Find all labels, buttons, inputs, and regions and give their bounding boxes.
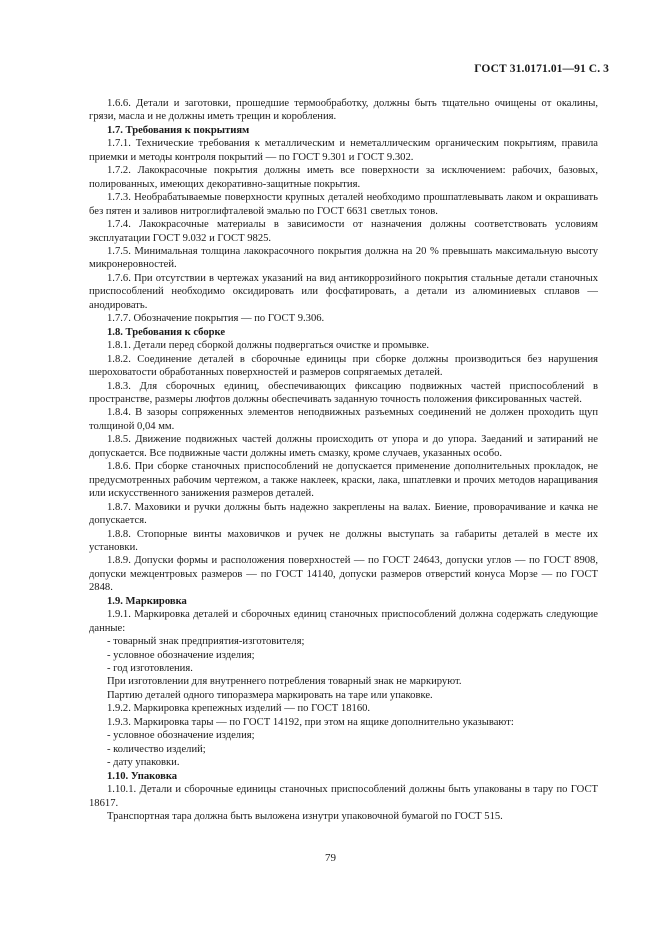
list-item: - количество изделий; — [107, 743, 206, 755]
paragraph: 1.8.6. При сборке станочных приспособлений не допускается применение дополнительных прокладок, не предусмотренных рабочим чертежом, а также наклеек, краски, лака, шпатлевки и прочих методов наращивания или искусственного занижения размеров деталей. — [89, 461, 598, 500]
paragraph: 1.7.4. Лакокрасочные материалы в зависимости от назначения должны соответствовать условиям эксплуатации ГОСТ 9.032 и ГОСТ 9825. — [89, 219, 598, 244]
list-item: - условное обозначение изделия; — [107, 730, 255, 742]
paragraph: 1.8.3. Для сборочных единиц, обеспечивающих фиксацию подвижных частей приспособлений в пространстве, размеры люфтов должны обеспечивать заданную точность положения фиксированных частей. — [89, 380, 598, 405]
section-heading: 1.9. Маркировка — [107, 595, 187, 607]
paragraph: 1.8.8. Стопорные винты маховичков и ручек не должны выступать за габариты деталей в месте их установки. — [89, 528, 598, 553]
paragraph: 1.8.1. Детали перед сборкой должны подвергаться очистке и промывке. — [107, 340, 430, 352]
paragraph: Транспортная тара должна быть выложена изнутри упаковочной бумагой по ГОСТ 515. — [107, 811, 503, 823]
document-header: ГОСТ 31.0171.01—91 С. 3 — [474, 63, 609, 75]
paragraph: 1.8.4. В зазоры сопряженных элементов неподвижных разъемных соединений не должен проходить щуп толщиной 0,04 мм. — [89, 407, 598, 432]
paragraph: 1.7.1. Технические требования к металлическим и неметаллическим органическим покрытиям, правила приемки и методы контроля покрытий — по ГОСТ 9.301 и ГОСТ 9.302. — [89, 138, 598, 163]
paragraph: 1.8.9. Допуски формы и расположения поверхностей — по ГОСТ 24643, допуски углов — по ГОСТ 8908, допуски межцентровых размеров — по ГОСТ 14140, допуски размеров отверстий конуса Морзе — по ГОСТ 2848. — [89, 555, 598, 594]
page-number: 79 — [325, 852, 336, 864]
list-item: - год изготовления. — [107, 663, 193, 675]
section-heading: 1.8. Требования к сборке — [107, 326, 226, 338]
list-item: - товарный знак предприятия-изготовителя; — [107, 636, 305, 648]
paragraph: 1.7.6. При отсутствии в чертежах указаний на вид антикоррозийного покрытия стальные детали станочных приспособлений необходимо оксидировать или фосфатировать, а детали из алюминиевых сплавов — анодировать. — [89, 272, 598, 311]
paragraph: 1.10.1. Детали и сборочные единицы станочных приспособлений должны быть упакованы в тару по ГОСТ 18617. — [89, 784, 598, 809]
section-heading: 1.7. Требования к покрытиям — [107, 124, 250, 136]
paragraph: 1.7.7. Обозначение покрытия — по ГОСТ 9.306. — [107, 313, 325, 325]
paragraph: 1.7.2. Лакокрасочные покрытия должны иметь все поверхности за исключением: рабочих, базовых, полированных, имеющих декоративно-защитные покрытия. — [89, 165, 598, 190]
list-item: - условное обозначение изделия; — [107, 649, 255, 661]
paragraph: 1.9.2. Маркировка крепежных изделий — по ГОСТ 18160. — [107, 703, 371, 715]
paragraph: 1.9.3. Маркировка тары — по ГОСТ 14192, при этом на ящике дополнительно указывают: — [107, 716, 514, 728]
paragraph: 1.9.1. Маркировка деталей и сборочных единиц станочных приспособлений должна содержать следующие данные: — [89, 609, 598, 634]
list-item: - дату упаковки. — [107, 757, 180, 769]
paragraph: 1.8.7. Маховики и ручки должны быть надежно закреплены на валах. Биение, проворачивание и качка не допускается. — [89, 501, 598, 527]
paragraph: При изготовлении для внутреннего потребления товарный знак не маркируют. — [107, 676, 462, 688]
paragraph: 1.8.2. Соединение деталей в сборочные единицы при сборке должны производиться без нарушения шероховатости обработанных поверхностей и размеров сопрягаемых деталей. — [89, 353, 598, 379]
document-body — [89, 97, 598, 823]
paragraph: Партию деталей одного типоразмера маркировать на таре или упаковке. — [107, 689, 433, 701]
paragraph: 1.8.5. Движение подвижных частей должны происходить от упора и до упора. Заеданий и затираний не допускается. Все подвижные части должны иметь смазку, кроме случаев, указанных особо. — [89, 434, 598, 459]
paragraph: 1.6.6. Детали и заготовки, прошедшие термообработку, должны быть тщательно очищены от окалины, грязи, масла и не должны иметь трещин и коробления. — [89, 98, 598, 123]
section-heading: 1.10. Упаковка — [107, 770, 178, 782]
paragraph: 1.7.5. Минимальная толщина лакокрасочного покрытия должна на 20 % превышать максимальную высоту микронеровностей. — [89, 245, 598, 271]
paragraph: 1.7.3. Необрабатываемые поверхности крупных деталей необходимо прошпатлевывать лаком и окрашивать без пятен и заливов нитроглифталевой эмалью по ГОСТ 6631 светлых тонов. — [89, 192, 598, 217]
